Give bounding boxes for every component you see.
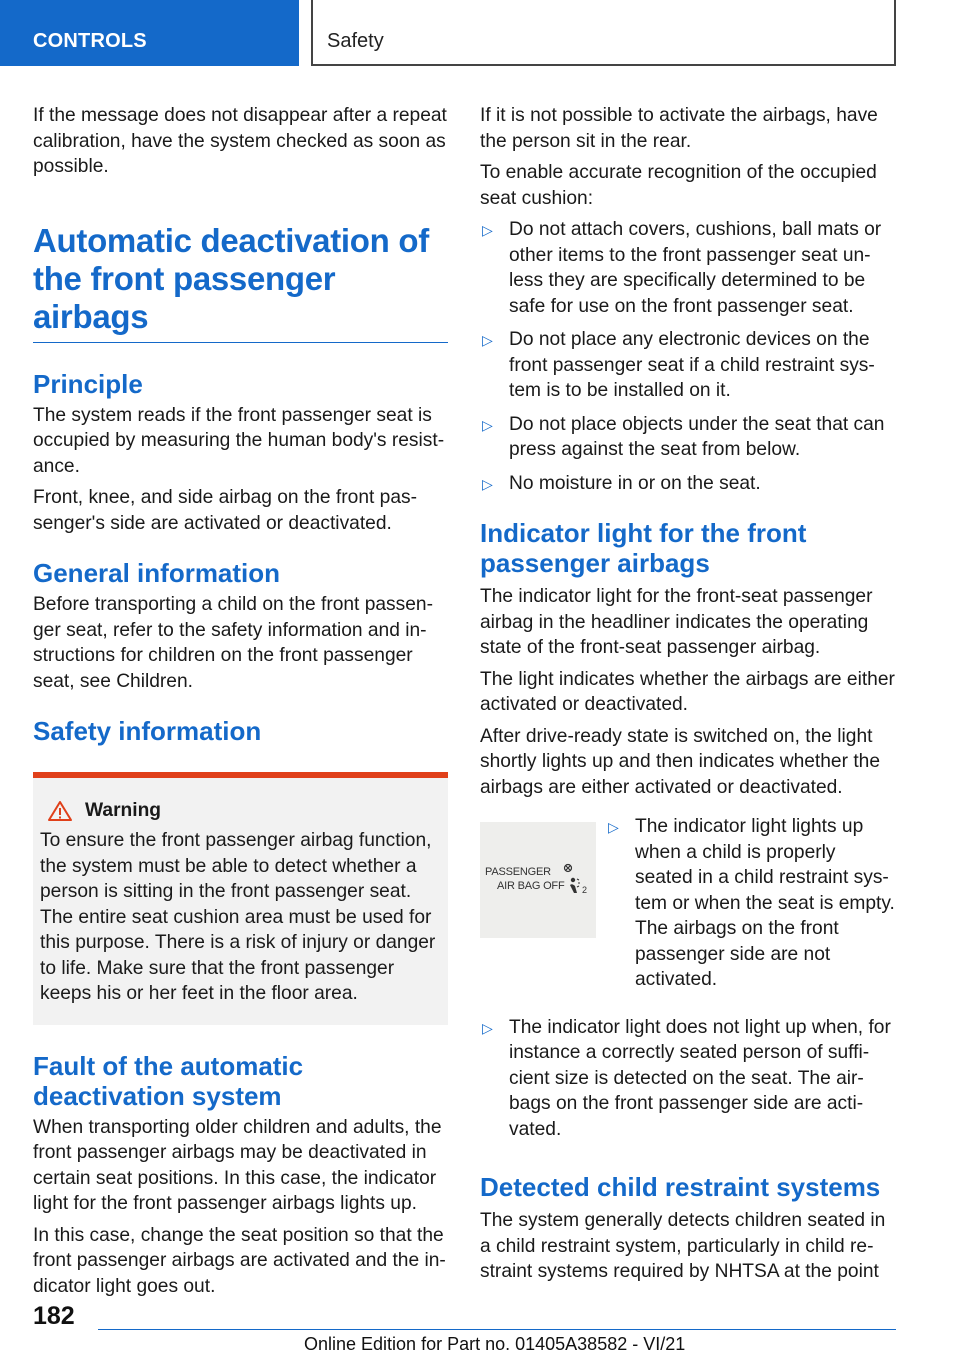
fault-paragraph-2: In this case, change the seat position so that the front passenger airbags are activated and the in-dicator light goes out.	[33, 1224, 446, 1297]
indicator-paragraph-1: The indicator light for the front-seat passenger airbag in the headliner indicates the operating state of the front-seat passenger airbag.	[480, 586, 873, 658]
principle-paragraph-2: Front, knee, and side airbag on the front pas-senger's side are activated or deactivated.	[33, 487, 417, 534]
safety-heading: Safety information	[33, 716, 262, 746]
principle-heading: Principle	[33, 368, 143, 399]
detected-heading: Detected child restraint systems	[480, 1172, 881, 1202]
fault-heading: Fault of the automatic deactivation system	[33, 1050, 304, 1111]
svg-text:2: 2	[582, 885, 588, 895]
recognition-paragraph: To enable accurate recognition of the occupied seat cushion:	[480, 162, 877, 209]
triangle-right-icon: ▷	[482, 332, 493, 348]
indicator-paragraph-3: After drive-ready state is switched on, the light shortly lights up and then indicates whether the airbags are either activated or deactivated.	[480, 725, 880, 798]
indicator-image-bullet	[606, 814, 895, 1001]
triangle-right-icon: ▷	[482, 416, 493, 433]
chapter-header	[311, 0, 896, 66]
page-number: 182	[33, 1302, 75, 1330]
passenger-airbag-off-image: PASSENGER AIR BAG OFF 2	[480, 822, 596, 938]
list-item: ▷ The indicator light lights up when a child is properly seated in a child restraint sys-tem or when the seat is empty. The airbags on the front passenger side are not activated.	[608, 816, 895, 990]
fault-paragraph-1: When transporting older children and adults, the front passenger airbags may be deactivated in certain seat positions. In this case, the indicator light for the front passenger airbags lights up.	[33, 1116, 442, 1214]
intro-paragraph: If the message does not disappear after a repeat calibration, have the system checked as soon as possible.	[33, 105, 447, 177]
general-heading: General information	[33, 558, 281, 588]
triangle-right-icon: ▷	[482, 1019, 493, 1036]
list-item: ▷ Do not place objects under the seat that can press against the seat from below.	[482, 413, 885, 460]
warning-triangle-icon	[47, 800, 73, 822]
indicator-bullet-list	[480, 1015, 895, 1143]
indicator-image-row	[480, 814, 895, 1007]
airbag-off-icon	[562, 862, 592, 898]
left-column	[33, 103, 448, 1305]
list-item: ▷ Do not place any electronic devices on the front passenger seat if a child restraint sys-tem is to be installed on it.	[482, 329, 875, 401]
triangle-right-icon: ▷	[482, 222, 493, 238]
edition-text: Online Edition for Part no. 01405A38582 - VI/21	[304, 1334, 686, 1354]
main-title: Automatic deactivation of the front passenger airbags	[33, 222, 448, 343]
section-label: CONTROLS	[33, 30, 147, 52]
triangle-right-icon: ▷	[608, 819, 619, 835]
list-item: ▷ Do not attach covers, cushions, ball mats or other items to the front passenger seat un-less they are specifically determined to be safe for use on the front passenger seat.	[482, 219, 882, 317]
indicator-paragraph-2: The light indicates whether the airbags are either activated or deactivated.	[480, 668, 895, 715]
general-paragraph: Before transporting a child on the front passen-ger seat, refer to the safety information and in-structions for children on the front passenger seat, see Children.	[33, 594, 433, 692]
detected-paragraph: The system generally detects children seated in a child restraint system, particularly in child re-straint systems required by NHTSA at the point	[480, 1210, 886, 1282]
principle-paragraph-1: The system reads if the front passenger seat is occupied by measuring the human body's resist-ance.	[33, 404, 445, 477]
right-column	[480, 103, 895, 1291]
indicator-heading: Indicator light for the front passenger airbags	[480, 518, 807, 578]
warning-box	[33, 772, 448, 1025]
footer-divider	[98, 1329, 896, 1330]
list-item: ▷ No moisture in or on the seat.	[480, 471, 895, 497]
list-item: ▷ The indicator light does not light up when, for instance a correctly seated person of suffi-cient size is detected on the seat. The air-bags on the front passenger side are acti-vated.	[482, 1016, 891, 1140]
chapter-label: Safety	[327, 30, 384, 52]
section-tab	[0, 0, 299, 66]
warning-label: Warning	[85, 800, 162, 821]
warning-text: To ensure the front passenger airbag function, the system must be able to detect whether a person is sitting in the front passenger seat. The entire seat cushion area must be used for this purpose. There is a risk of injury or danger to life. Make sure that the front passenger keeps his or her feet in the floor area.	[40, 830, 436, 1004]
triangle-right-icon: ▷	[482, 475, 493, 492]
seat-bullet-list	[480, 217, 895, 496]
rear-seat-paragraph: If it is not possible to activate the airbags, have the person sit in the rear.	[480, 105, 878, 152]
warning-header	[40, 800, 440, 822]
